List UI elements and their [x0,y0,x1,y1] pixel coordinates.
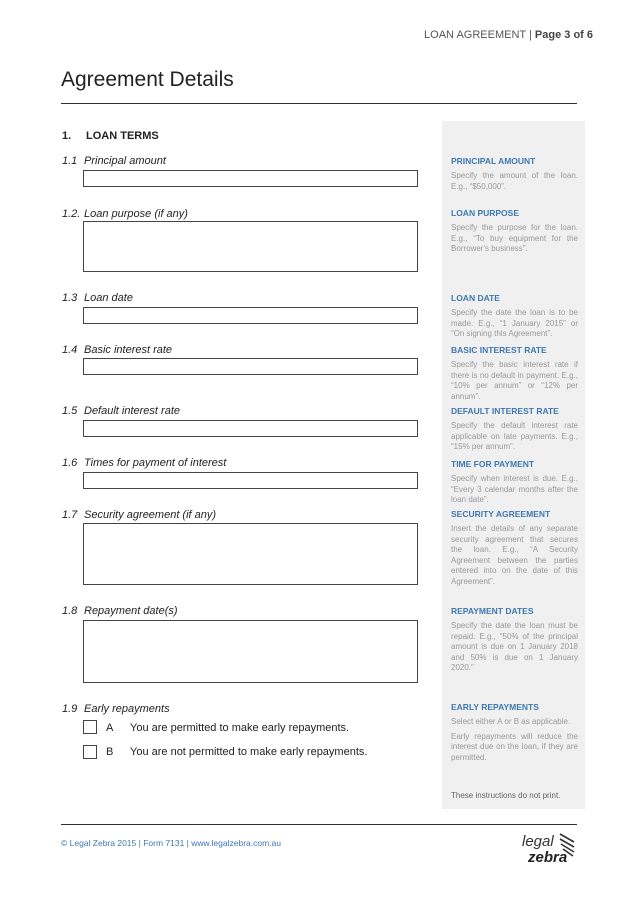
item-times-for-payment [62,457,226,469]
note-title: PRINCIPAL AMOUNT [451,156,536,166]
item-number: 1.9 [62,703,78,715]
section-number: 1. [62,130,72,142]
note-title: LOAN DATE [451,293,500,303]
note-default-interest-rate [451,406,578,453]
note-body: Specify when interest is due. E.g., “Every 3 calendar months after the loan date”. [451,474,578,504]
section-title: LOAN TERMS [86,130,159,142]
item-number: 1.3 [62,292,78,304]
item-label: Early repayments [84,703,170,715]
repayment-dates-field[interactable] [83,620,418,683]
logo-word-zebra: zebra [528,849,568,866]
footer-divider [61,824,577,825]
note-body: Specify the default interest rate applicable on late payments. E.g., “15% per annum”. [451,421,578,451]
item-number: 1.8 [62,605,78,617]
note-body: Select either A or B as applicable. [451,717,571,726]
note-security-agreement [451,509,578,587]
note-basic-interest-rate [451,345,578,402]
item-loan-date [62,292,133,304]
item-number: 1.4 [62,344,78,356]
header-separator: | [529,29,532,41]
note-body: Insert the details of any separate security agreement that secures the loan. E.g., “A Security Agreement between the parties entered into on the date of this Agreement”. [451,524,578,586]
option-a-letter: A [106,722,114,734]
note-repayment-dates [451,606,578,674]
item-security-agreement [62,509,216,521]
item-loan-purpose [62,208,188,220]
note-title: LOAN PURPOSE [451,208,520,218]
security-agreement-field[interactable] [83,523,418,585]
note-title: REPAYMENT DATES [451,606,534,616]
item-label: Principal amount [84,155,166,167]
note-title: EARLY REPAYMENTS [451,702,539,712]
item-label: Times for payment of interest [84,457,227,469]
note-title: BASIC INTEREST RATE [451,345,547,355]
item-basic-interest-rate [62,344,172,356]
item-number: 1.2. [62,208,81,220]
note-body: Specify the date the loan is to be made. E.g., “1 January 2015” or “On signing this Agreement”. [451,308,578,338]
item-label: Repayment date(s) [84,605,178,617]
note-title: DEFAULT INTEREST RATE [451,406,559,416]
default-interest-rate-field[interactable] [83,420,418,437]
note-title: TIME FOR PAYMENT [451,459,535,469]
header-page-label: Page 3 of 6 [534,29,593,41]
loan-date-field[interactable] [83,307,418,324]
times-for-payment-field[interactable] [83,472,418,489]
option-b-text: You are not permitted to make early repayments. [130,746,368,758]
note-body: Specify the amount of the loan. E.g., “$50,000”. [451,171,578,191]
loan-purpose-field[interactable] [83,221,418,272]
item-principal-amount [62,155,166,167]
note-title: SECURITY AGREEMENT [451,509,551,519]
legal-zebra-logo [516,826,580,872]
note-early-repayments [451,702,578,763]
item-number: 1.1 [62,155,78,167]
item-label: Security agreement (if any) [84,509,217,521]
item-number: 1.7 [62,509,78,521]
item-early-repayments [62,703,170,715]
print-note: These instructions do not print. [451,791,561,800]
note-time-for-payment [451,459,578,506]
option-b-checkbox[interactable] [83,745,97,759]
note-body: Specify the date the loan must be repaid. E.g., “50% of the principal amount is due on 1 January 2018 and 50% is due on 1 January 2020.” [451,621,578,672]
page-header [424,29,593,41]
logo-word-legal: legal [522,833,554,850]
footer-text: © Legal Zebra 2015 | Form 7131 | www.legalzebra.com.au [61,838,281,848]
item-repayment-dates [62,605,178,617]
note-loan-date [451,293,578,340]
note-principal-amount [451,156,578,192]
section-heading [62,130,159,142]
note-body: Specify the basic interest rate if there is no default in payment. E.g., “10% per annum” or “12% per annum”. [451,360,578,401]
page-title: Agreement Details [61,68,234,91]
item-label: Loan purpose (if any) [84,208,188,220]
item-label: Loan date [84,292,133,304]
item-number: 1.5 [62,405,78,417]
note-body: Specify the purpose for the loan. E.g., “To buy equipment for the Borrower's business”. [451,223,578,253]
item-label: Basic interest rate [84,344,173,356]
item-default-interest-rate [62,405,180,417]
header-doc-title: LOAN AGREEMENT [424,29,526,41]
title-divider [61,103,577,104]
note-loan-purpose [451,208,578,255]
option-a-text: You are permitted to make early repayments. [130,722,350,734]
option-b-letter: B [106,746,114,758]
note-body-2: Early repayments will reduce the interest due on the loan, if they are permitted. [451,731,578,762]
item-label: Default interest rate [84,405,180,417]
basic-interest-rate-field[interactable] [83,358,418,375]
item-number: 1.6 [62,457,78,469]
principal-amount-field[interactable] [83,170,418,187]
option-a-checkbox[interactable] [83,720,97,734]
